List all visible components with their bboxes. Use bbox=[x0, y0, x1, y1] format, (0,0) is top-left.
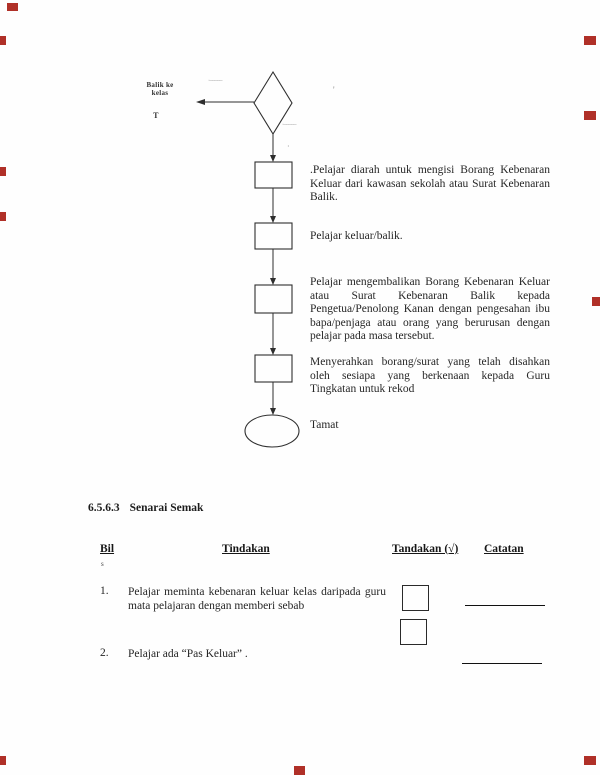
column-header-tindakan: Tindakan bbox=[222, 543, 270, 555]
step-text-2: Pelajar keluar/balik. bbox=[310, 230, 403, 242]
process-box-3 bbox=[255, 285, 292, 313]
step-text-1: .Pelajar diarah untuk mengisi Borang Kebenaran Keluar dari kawasan sekolah atau Surat Kebenaran Balik. bbox=[310, 164, 550, 203]
catatan-blank-line-1 bbox=[465, 605, 545, 606]
faint-annotation: ·‒‒‒‒‒ bbox=[282, 122, 296, 128]
column-header-tandakan: Tandakan (√) bbox=[392, 543, 459, 555]
tandakan-checkbox-1 bbox=[402, 585, 429, 611]
terminator-oval bbox=[245, 415, 299, 447]
tandakan-checkbox-2 bbox=[400, 619, 427, 645]
faint-annotation: ·‒‒‒‒‒ bbox=[208, 78, 222, 84]
stray-sub-mark: s bbox=[101, 560, 104, 568]
connector-arrowhead bbox=[270, 216, 276, 223]
row-text: Pelajar ada “Pas Keluar” . bbox=[128, 648, 248, 660]
process-box-1 bbox=[255, 162, 292, 188]
step-text-4: Menyerahkan borang/surat yang telah disahkan oleh sesiapa yang berkenaan kepada Guru Tingkatan untuk rekod bbox=[310, 356, 550, 395]
column-header-catatan: Catatan bbox=[484, 543, 524, 555]
connector-arrowhead bbox=[270, 408, 276, 415]
red-registration-mark bbox=[294, 766, 305, 775]
no-branch-destination-label bbox=[134, 82, 186, 97]
column-header-bil: Bil bbox=[100, 543, 115, 555]
catatan-blank-line-2 bbox=[462, 663, 542, 664]
process-box-2 bbox=[255, 223, 292, 249]
section-title: Senarai Semak bbox=[129, 502, 204, 514]
process-box-4 bbox=[255, 355, 292, 382]
section-heading bbox=[88, 502, 203, 514]
faint-annotation: ' bbox=[333, 85, 335, 95]
faint-annotation: · bbox=[287, 142, 290, 151]
step-text-3: Pelajar mengembalikan Borang Kebenaran Keluar atau Surat Kebenaran Balik kepada Pengetua/Penolong Kanan dengan pengesahan ibu bapa/penjaga atau orang yang berurusan dengan pelajar pada masa tersebut. bbox=[310, 276, 550, 342]
red-registration-mark bbox=[584, 756, 596, 765]
connector-arrowhead bbox=[270, 278, 276, 285]
row-text: Pelajar meminta kebenaran keluar kelas daripada guru mata pelajaran dengan memberi sebab bbox=[128, 586, 386, 612]
section-number: 6.5.6.3 bbox=[88, 502, 120, 514]
row-number: 2. bbox=[100, 647, 109, 659]
t-annotation: T bbox=[153, 111, 159, 120]
no-branch-label-line2: kelas bbox=[151, 88, 169, 97]
connector-arrowhead bbox=[270, 155, 276, 162]
connector-arrowhead bbox=[270, 348, 276, 355]
terminator-label: Tamat bbox=[310, 419, 339, 431]
no-branch-arrowhead bbox=[196, 99, 205, 105]
red-registration-mark bbox=[0, 756, 6, 765]
row-number: 1. bbox=[100, 585, 109, 597]
no-branch-label-line1: Balik ke bbox=[146, 81, 174, 89]
